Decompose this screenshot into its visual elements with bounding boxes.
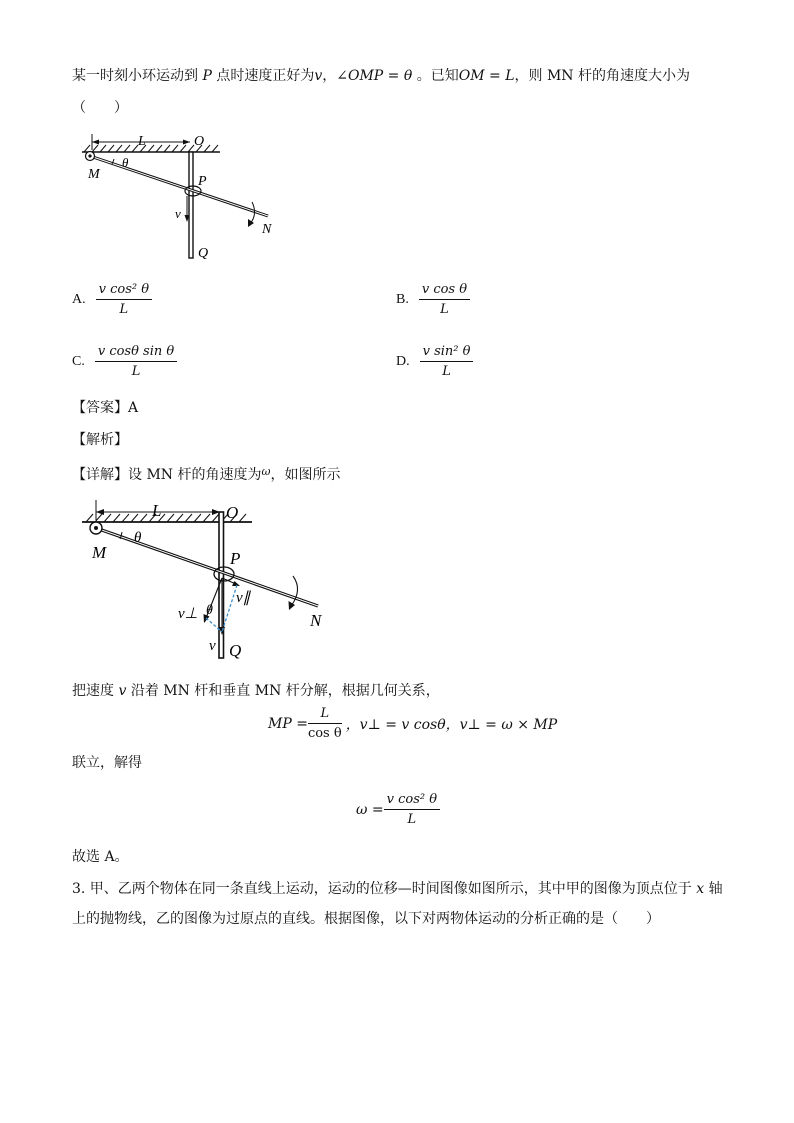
eq-lhs: ω =: [356, 801, 384, 818]
label-N: N: [262, 222, 272, 237]
label-O: O: [226, 503, 239, 522]
numerator: L: [308, 706, 342, 724]
eq-fraction: [308, 706, 342, 741]
text: 某一时刻小环运动到: [72, 68, 203, 84]
text: ，则 MN 杆的角速度大小为: [514, 68, 690, 84]
label-v: v: [209, 638, 216, 654]
decompose-line: [72, 681, 440, 701]
eq-fraction: [384, 792, 440, 827]
detail-line: [72, 462, 340, 485]
label-P: P: [230, 549, 241, 568]
label-O: O: [194, 134, 205, 149]
option-fraction: [96, 282, 152, 317]
rod-OQ: [189, 152, 193, 258]
answer-value: A: [128, 400, 139, 416]
label-Q: Q: [229, 641, 242, 660]
numerator: v sin² θ: [420, 344, 474, 362]
denominator: L: [407, 812, 417, 827]
label-M: M: [92, 543, 107, 562]
var-omp: OMP: [347, 68, 384, 84]
question-line-1: [72, 66, 690, 86]
label-N: N: [310, 611, 322, 630]
rotation-arrow: [250, 202, 255, 224]
analysis-tag: 【解析】: [72, 432, 128, 448]
label-Q: Q: [198, 246, 209, 261]
pivot-dot: [94, 526, 98, 530]
label-theta2: θ: [206, 603, 213, 618]
text: 。已知: [412, 68, 459, 84]
var-P: P: [202, 68, 212, 84]
eq-lhs: MP =: [268, 715, 308, 732]
velocity-par-head: [232, 581, 240, 586]
text: 轴: [704, 881, 723, 897]
answer-line: [72, 398, 138, 418]
choose-line: 故选 A。: [72, 849, 129, 865]
var-om: OM: [458, 68, 485, 84]
figure-1: [74, 130, 284, 265]
text: 把速度: [72, 683, 119, 699]
denominator: L: [440, 302, 449, 317]
detail-tag: 【详解】: [72, 467, 128, 483]
denominator: L: [442, 364, 451, 379]
figure-2: [74, 498, 344, 664]
option-fraction: [420, 344, 474, 379]
label-theta: θ: [122, 155, 129, 170]
var-omega: ω: [261, 465, 271, 478]
equation-1: [268, 706, 557, 741]
question-line-2: （ ）: [72, 100, 128, 116]
label-theta: θ: [134, 530, 142, 546]
option-fraction: [95, 344, 177, 379]
option-d[interactable]: [396, 344, 473, 379]
text: ，∠: [322, 68, 348, 84]
label-M: M: [88, 167, 100, 182]
q3-line-2: 上的抛物线，乙的图像为过原点的直线。根据图像，以下对两物体运动的分析正确的是（ ）: [72, 911, 660, 927]
text: =: [484, 68, 506, 84]
rotation-arrow: [291, 576, 298, 606]
var-L: L: [505, 68, 515, 84]
label-v-perp: v⊥: [178, 606, 198, 622]
var-v: v: [118, 683, 127, 699]
option-label: D.: [396, 353, 410, 369]
label-P: P: [198, 174, 207, 189]
var-theta: θ: [403, 68, 413, 84]
numerator: v cosθ sin θ: [95, 344, 177, 362]
option-label: C.: [72, 353, 85, 369]
option-b[interactable]: [396, 282, 470, 317]
denominator: cos θ: [307, 726, 342, 741]
denominator: L: [131, 364, 141, 379]
numerator: v cos θ: [419, 282, 470, 300]
text: 3. 甲、乙两个物体在同一条直线上运动，运动的位移—时间图像如图所示，其中甲的图像为顶点位于: [72, 881, 697, 897]
eq-rest: ，v⊥ = v cosθ，v⊥ = ω × MP: [345, 716, 558, 733]
pivot-dot: [88, 154, 91, 157]
denominator: L: [119, 302, 129, 317]
text: ，如图所示: [270, 467, 341, 483]
option-fraction: [419, 282, 470, 317]
label-L: L: [138, 134, 146, 149]
combine-line: 联立，解得: [72, 755, 142, 771]
q3-line-1: [72, 879, 723, 899]
label-v-par: v∥: [236, 590, 251, 606]
option-label: A.: [72, 291, 86, 307]
option-label: B.: [396, 291, 409, 307]
numerator: v cos² θ: [384, 792, 440, 810]
option-a[interactable]: [72, 282, 152, 317]
equation-2: [356, 792, 440, 827]
option-c[interactable]: [72, 344, 177, 379]
numerator: v cos² θ: [96, 282, 152, 300]
label-v: v: [175, 206, 181, 221]
text: =: [383, 68, 404, 84]
rod-MN-inner: [96, 528, 318, 606]
var-x: x: [696, 881, 705, 897]
var-v: v: [314, 68, 323, 84]
text: 沿着 MN 杆和垂直 MN 杆分解，根据几何关系，: [126, 683, 440, 699]
label-L: L: [152, 501, 162, 520]
answer-tag: 【答案】: [72, 400, 128, 416]
rotation-arrowhead: [248, 219, 254, 227]
text: 点时速度正好为: [211, 68, 315, 84]
text: 设 MN 杆的角速度为: [128, 467, 262, 483]
